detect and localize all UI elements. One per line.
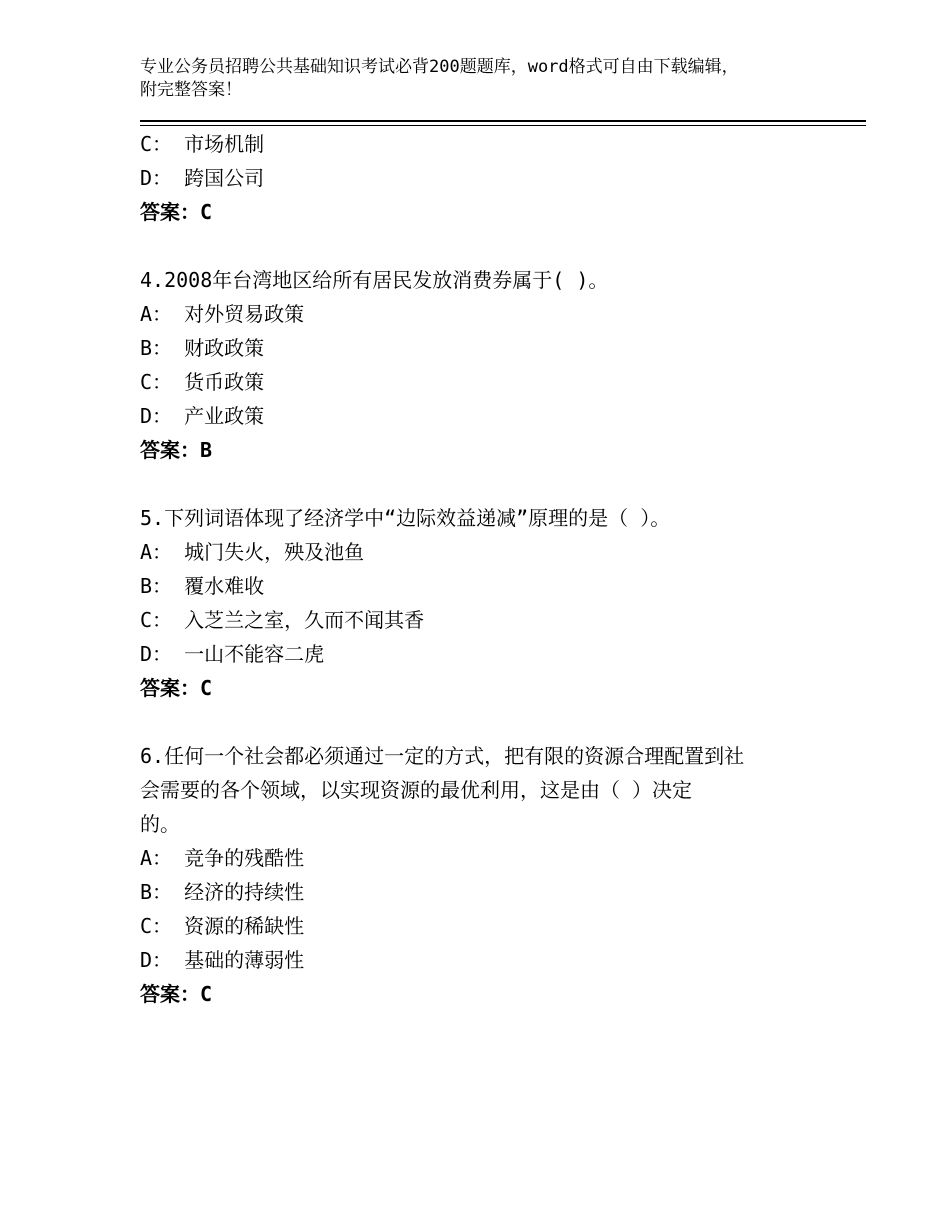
option-b: B： 覆水难收 [140,574,265,598]
answer-line: 答案：C [140,200,213,224]
header-divider-thin [140,125,866,126]
question-6 [140,739,840,1011]
question-stem-line-3: 的。 [140,812,180,836]
answer-line: 答案：C [140,676,213,700]
option-d: D： 基础的薄弱性 [140,948,305,972]
option-d: D： 产业政策 [140,404,265,428]
header-line-2: 附完整答案！ [140,80,242,100]
header-divider-thick [140,120,866,122]
spacer [140,467,840,501]
option-c: C： 货币政策 [140,370,265,394]
option-d: D： 跨国公司 [140,166,265,190]
header-line-1: 专业公务员招聘公共基础知识考试必背200题题库，word格式可自由下载编辑， [140,57,739,77]
question-list [140,127,840,1011]
option-c: C： 资源的稀缺性 [140,914,305,938]
option-d: D： 一山不能容二虎 [140,642,325,666]
option-a: A： 竞争的残酷性 [140,846,305,870]
option-c: C： 入芝兰之室，久而不闻其香 [140,608,425,632]
option-a: A： 对外贸易政策 [140,302,305,326]
question-5 [140,501,840,705]
question-4 [140,263,840,467]
option-b: B： 财政政策 [140,336,265,360]
answer-line: 答案：C [140,982,213,1006]
spacer [140,229,840,263]
question-stem: 4.2008年台湾地区给所有居民发放消费券属于( )。 [140,268,609,292]
document-header [140,56,840,102]
option-a: A： 城门失火，殃及池鱼 [140,540,365,564]
spacer [140,705,840,739]
answer-line: 答案：B [140,438,213,462]
question-stem-line-1: 6.任何一个社会都必须通过一定的方式，把有限的资源合理配置到社 [140,744,745,768]
option-c: C： 市场机制 [140,132,265,156]
question-stem: 5.下列词语体现了经济学中“边际效益递减”原理的是（ ）。 [140,506,671,530]
question-stem-line-2: 会需要的各个领域，以实现资源的最优利用，这是由（ ）决定 [140,778,693,802]
option-b: B： 经济的持续性 [140,880,305,904]
